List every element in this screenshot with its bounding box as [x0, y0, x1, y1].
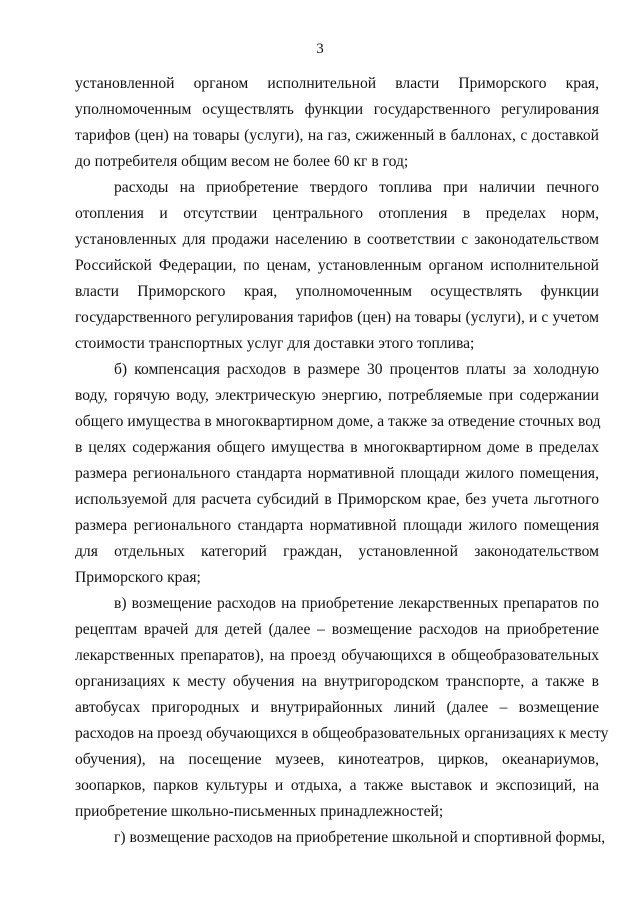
text-line: используемой для расчета субсидий в Приморском крае, без учета льготного: [75, 491, 599, 508]
text-line: тарифов (цен) на товары (услуги), на газ, сжиженный в баллонах, с доставкой: [75, 127, 599, 144]
paragraph-first-line: расходы на приобретение твердого топлива при наличии печного: [114, 179, 599, 196]
text-line: автобусах пригородных и внутрирайонных линий (далее – возмещение: [75, 699, 599, 716]
text-line: зоопарков, парков культуры и отдыха, а также выставок и экспозиций, на: [75, 777, 599, 794]
text-line: обучения), на посещение музеев, кинотеатров, цирков, океанариумов,: [75, 751, 599, 768]
paragraph-first-line: г) возмещение расходов на приобретение школьной и спортивной формы,: [114, 829, 606, 846]
page-number: 3: [316, 41, 324, 57]
text-line: государственного регулирования тарифов (цен) на товары (услуги), и с учетом: [75, 309, 599, 326]
text-line: лекарственных препаратов), на проезд обучающихся в общеобразовательных: [75, 647, 599, 664]
document-body: [75, 71, 609, 851]
text-line: рецептам врачей для детей (далее – возмещение расходов на приобретение: [75, 621, 599, 638]
text-line: отопления и отсутствии центрального отопления в пределах норм,: [75, 205, 599, 222]
text-line: воду, горячую воду, электрическую энергию, потребляемые при содержании: [75, 387, 599, 404]
text-line: Российской Федерации, по ценам, установленным органом исполнительной: [75, 257, 599, 274]
text-line: установленных для продажи населению в соответствии с законодательством: [75, 231, 599, 248]
text-line: организациях к месту обучения на внутригородском транспорте, а также в: [75, 673, 599, 690]
text-line: власти Приморского края, уполномоченным осуществлять функции: [75, 283, 599, 300]
text-line: размера регионального стандарта нормативной площади жилого помещения,: [75, 465, 599, 482]
text-line: общего имущества в многоквартирном доме, а также за отведение сточных вод: [75, 413, 601, 430]
paragraph-first-line: б) компенсация расходов в размере 30 процентов платы за холодную: [114, 361, 599, 378]
text-line: для отдельных категорий граждан, установленной законодательством: [75, 543, 599, 560]
text-line: приобретение школьно-письменных принадлежностей;: [75, 803, 444, 820]
text-line: установленной органом исполнительной власти Приморского края,: [75, 75, 599, 92]
text-line: Приморского края;: [75, 569, 201, 586]
text-line: расходов на проезд обучающихся в общеобразовательных организациях к месту: [75, 725, 609, 742]
text-line: в целях содержания общего имущества в многоквартирном доме в пределах: [75, 439, 599, 456]
text-line: до потребителя общим весом не более 60 кг в год;: [75, 153, 409, 170]
paragraph-first-line: в) возмещение расходов на приобретение лекарственных препаратов по: [114, 595, 599, 612]
text-line: уполномоченным осуществлять функции государственного регулирования: [75, 101, 599, 118]
text-line: стоимости транспортных услуг для доставки этого топлива;: [75, 335, 475, 352]
text-line: размера регионального стандарта нормативной площади жилого помещения: [75, 517, 599, 534]
